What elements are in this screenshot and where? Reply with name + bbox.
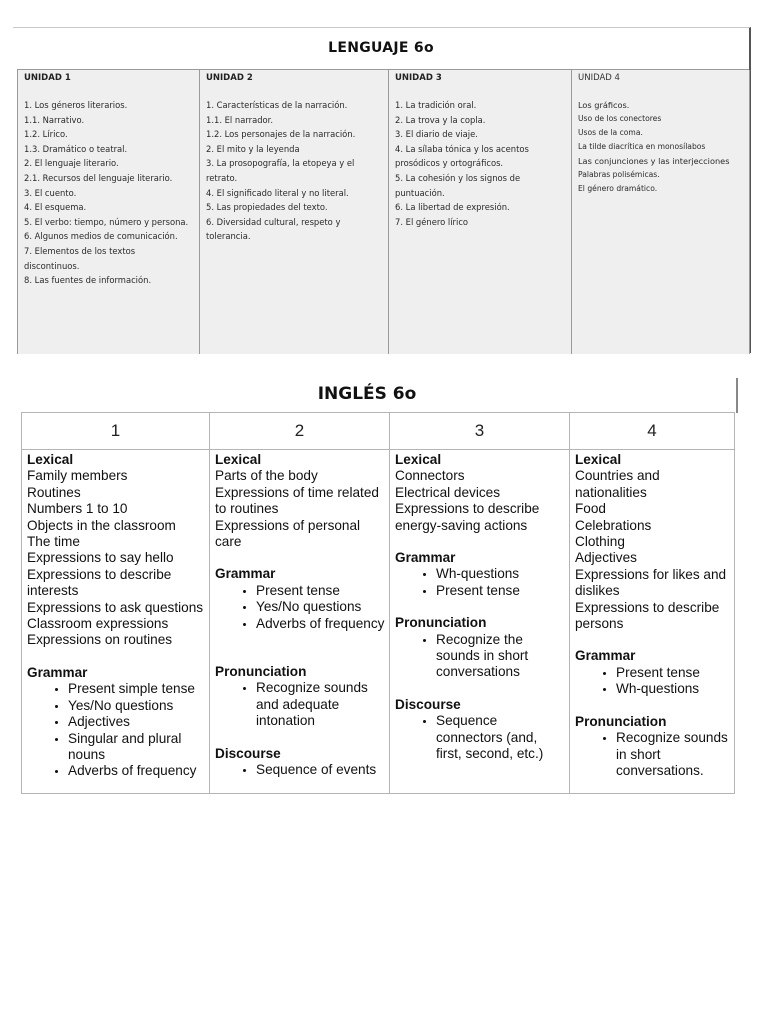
unit-item: 1.1. El narrador. [206, 114, 274, 125]
unit-item: 3. El cuento. [24, 187, 77, 198]
ingles-column-2 [210, 450, 390, 794]
lexical-item: Expressions of time related to routines [215, 484, 379, 517]
bullet-item: • Adverbs of frequency [256, 616, 385, 632]
lenguaje-table [13, 27, 751, 353]
unit-item: Palabras polisémicas. [578, 170, 660, 179]
discourse-list [215, 762, 385, 778]
discourse-list [395, 713, 565, 762]
section-title: Pronunciation [215, 664, 307, 680]
unit-item: 6. Diversidad cultural, respeto y tolerancia. [206, 216, 341, 242]
lexical-item: Classroom expressions [27, 616, 169, 632]
unit-header: UNIDAD 2 [206, 73, 253, 83]
bullet-item: • Adjectives [68, 714, 205, 730]
unit-item: 7. El género lírico [395, 216, 469, 227]
lexical-item: The time [27, 534, 80, 550]
lenguaje-units-grid [17, 69, 749, 354]
grammar-list [395, 566, 565, 599]
bullet-item: • Wh-questions [616, 681, 730, 697]
lexical-item: Numbers 1 to 10 [27, 501, 128, 517]
unit-item: 2. El lenguaje literario. [24, 158, 119, 169]
pronunciation-list [215, 680, 385, 729]
unit-item: 3. El diario de viaje. [395, 129, 478, 140]
lexical-item: Expressions on routines [27, 632, 173, 648]
ingles-table [21, 412, 735, 794]
bullet-item: • Yes/No questions [68, 698, 205, 714]
spacer [27, 649, 205, 665]
lenguaje-unit-4 [572, 70, 750, 354]
lexical-item: Expressions to describe interests [27, 566, 172, 599]
unit-item: 6. Algunos medios de comunicación. [24, 231, 178, 242]
unit-item: Uso de los conectores [578, 114, 662, 123]
lexical-item: Parts of the body [215, 468, 318, 484]
section-title: Lexical [575, 452, 622, 467]
unit-item: 2. El mito y la leyenda [206, 143, 300, 154]
unit-item: 1. Los géneros literarios. [24, 100, 128, 110]
grammar-list [215, 583, 385, 632]
ingles-column-3 [390, 450, 570, 794]
unit-item: Las conjunciones y las interjecciones [578, 156, 730, 166]
unit-header: UNIDAD 4 [578, 73, 620, 83]
divider-line [736, 378, 738, 413]
unit-item: 1.3. Dramático o teatral. [24, 143, 128, 154]
unit-item: 5. La cohesión y los signos de puntuación. [395, 172, 521, 198]
section-title: Pronunciation [575, 713, 667, 729]
column-header: 4 [570, 413, 735, 450]
lexical-item: Expressions to describe persons [575, 599, 720, 632]
lenguaje-unit-3 [389, 70, 572, 354]
section-title: Grammar [215, 566, 276, 582]
lenguaje-unit-2 [200, 70, 389, 354]
bullet-item: • Singular and plural nouns [68, 731, 205, 764]
column-header: 2 [210, 413, 390, 450]
lexical-item: Expressions of personal care [215, 517, 361, 550]
lenguaje-title: LENGUAJE 6o [328, 40, 434, 56]
lexical-item: Routines [27, 484, 81, 500]
lexical-item: Electrical devices [395, 484, 501, 500]
spacer [215, 632, 385, 648]
unit-item: 3. La prosopografía, la etopeya y el retrato. [206, 158, 355, 183]
spacer [575, 632, 730, 648]
section-title: Grammar [395, 550, 456, 566]
unit-item: 8. Las fuentes de información. [24, 275, 152, 286]
column-header: 1 [22, 413, 210, 450]
unit-item: Los gráficos. [578, 100, 630, 110]
unit-item: 7. Elementos de los textos discontinuos. [24, 245, 136, 271]
unit-header: UNIDAD 1 [24, 73, 71, 83]
bullet-item: • Present tense [256, 583, 385, 599]
section-title: Grammar [27, 664, 88, 680]
bullet-item: • Recognize the sounds in short conversations [436, 632, 565, 681]
spacer [395, 681, 565, 697]
unit-item: 1. Características de la narración. [206, 100, 348, 110]
bullet-item: • Recognize sounds in short conversations. [616, 730, 730, 779]
ingles-column-1 [22, 450, 210, 794]
lexical-item: Family members [27, 468, 128, 484]
spacer [395, 599, 565, 615]
section-title: Grammar [575, 648, 636, 664]
bullet-item: • Present tense [436, 583, 565, 599]
grammar-list [27, 681, 205, 779]
lexical-item: Connectors [395, 468, 465, 484]
section-title: Lexical [215, 452, 262, 467]
unit-header: UNIDAD 3 [395, 73, 442, 83]
bullet-item: • Adverbs of frequency [68, 763, 205, 779]
unit-item: 4. La sílaba tónica y los acentos prosódicos y ortográficos. [395, 143, 529, 169]
lenguaje-unit-1 [18, 70, 200, 354]
unit-item: 5. Las propiedades del texto. [206, 202, 328, 213]
section-title: Lexical [27, 452, 74, 467]
lexical-item: Expressions for likes and dislikes [575, 566, 727, 599]
lexical-item: Expressions to say hello [27, 550, 174, 566]
unit-item: Usos de la coma. [578, 128, 643, 137]
ingles-title: INGLÉS 6o [317, 384, 417, 404]
unit-item: 4. El esquema. [24, 202, 87, 213]
ingles-column-4 [570, 450, 735, 794]
spacer [215, 648, 385, 664]
unit-item: 1. La tradición oral. [395, 100, 477, 110]
spacer [395, 534, 565, 550]
bullet-item: • Sequence of events [256, 762, 385, 778]
unit-item: 1.1. Narrativo. [24, 114, 85, 125]
bullet-item: • Yes/No questions [256, 599, 385, 615]
column-header: 3 [390, 413, 570, 450]
section-title: Pronunciation [395, 615, 487, 631]
lexical-item: Objects in the classroom [27, 517, 176, 533]
unit-item: 2. La trova y la copla. [395, 114, 486, 125]
bullet-item: • Present simple tense [68, 681, 205, 697]
unit-item: 2.1. Recursos del lenguaje literario. [24, 172, 173, 183]
unit-item: 6. La libertad de expresión. [395, 202, 510, 213]
spacer [215, 730, 385, 746]
unit-item: 5. El verbo: tiempo, número y persona. [24, 216, 189, 227]
bullet-item: • Present tense [616, 665, 730, 681]
section-title: Discourse [395, 696, 461, 712]
bullet-item: • Recognize sounds and adequate intonation [256, 680, 385, 729]
ingles-content-row [22, 450, 735, 794]
lexical-item: Expressions to ask questions [27, 599, 204, 615]
bullet-item: • Wh-questions [436, 566, 565, 582]
spacer [575, 698, 730, 714]
lexical-item: Celebrations [575, 517, 652, 533]
lexical-item: Food [575, 501, 606, 517]
lexical-item: Clothing [575, 534, 625, 550]
lexical-item: Countries and nationalities [575, 468, 660, 500]
spacer [215, 550, 385, 566]
pronunciation-list [575, 730, 730, 779]
pronunciation-list [395, 632, 565, 681]
ingles-header-row [22, 413, 735, 450]
section-title: Discourse [215, 745, 281, 761]
unit-item: 1.2. Lírico. [24, 129, 68, 140]
grammar-list [575, 665, 730, 698]
section-title: Lexical [395, 452, 442, 467]
unit-item: 4. El significado literal y no literal. [206, 187, 349, 198]
unit-item: 1.2. Los personajes de la narración. [206, 129, 356, 140]
lexical-item: Expressions to describe energy-saving actions [395, 501, 540, 533]
unit-item: La tilde diacrítica en monosílabos [578, 142, 706, 151]
unit-item: El género dramático. [578, 184, 658, 193]
bullet-item: • Sequence connectors (and, first, second, etc.) [436, 713, 565, 762]
lexical-item: Adjectives [575, 550, 637, 566]
